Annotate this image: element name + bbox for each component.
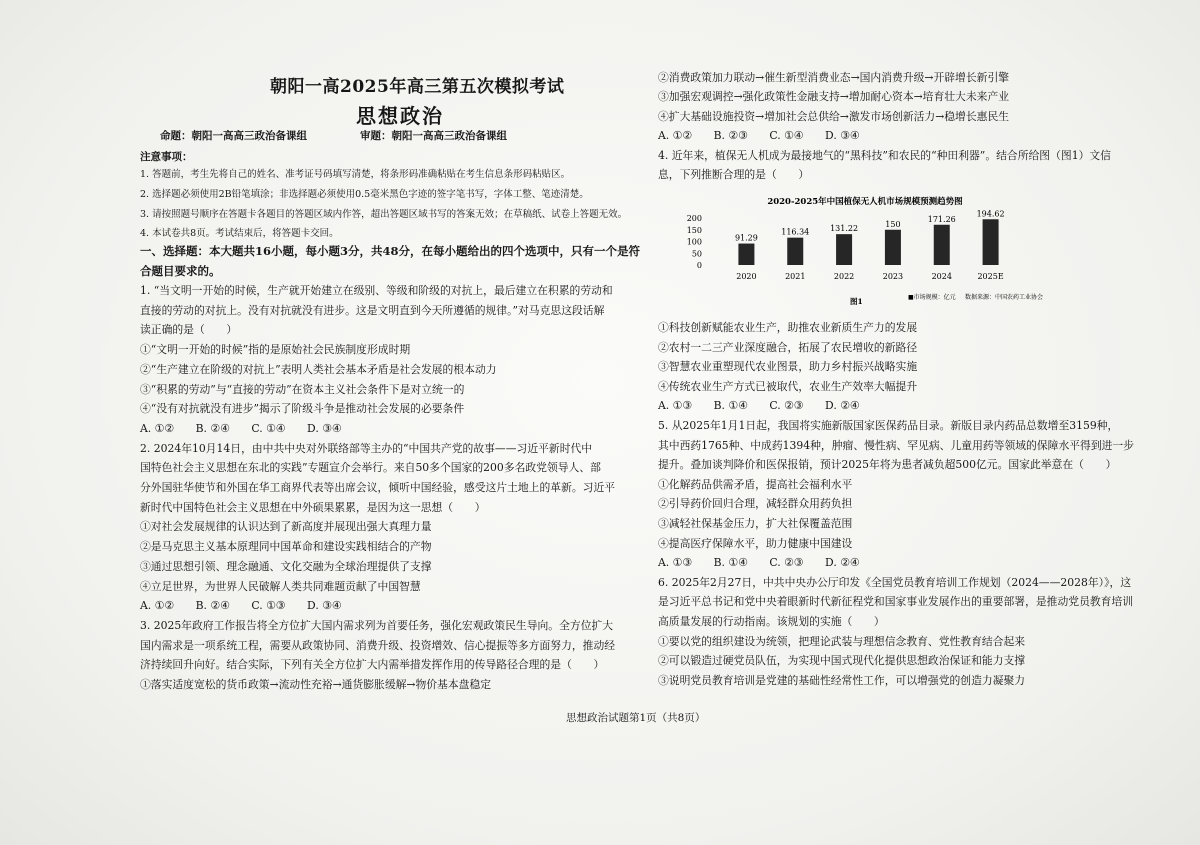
bar-2025E	[983, 219, 999, 265]
text-line: ②“生产建立在阶级的对抗上”表明人类社会基本矛盾是社会发展的根本动力	[140, 362, 497, 376]
page-footer: 思想政治试题第1页（共8页）	[566, 712, 706, 724]
text-line: 国特色社会主义思想在东北的实践”专题宣介会举行。来自50多个国家的200多名政党领导人、部	[140, 461, 601, 475]
bar-2020	[738, 244, 754, 265]
text-line: ④“没有对抗就没有进步”揭示了阶级斗争是推动社会发展的必要条件	[140, 402, 465, 416]
bar-value-label: 91.29	[734, 233, 758, 243]
text-line: ①科技创新赋能农业生产，助推农业新质生产力的发展	[658, 321, 918, 334]
text-line: ①对社会发展规律的认识达到了新高度并展现出强大真理力量	[140, 520, 432, 534]
text-line: 是习近平总书记和党中央着眼新时代新征程党和国家事业发展作出的重要部署，是推动党员教育培训	[658, 595, 1134, 609]
text-line: A. ①② B. ②③ C. ①④ D. ③④	[658, 129, 860, 143]
bar-value-label: 131.22	[830, 224, 859, 234]
text-line: A. ①③ B. ①④ C. ②③ D. ②④	[658, 556, 860, 570]
y-tick-label: 150	[686, 225, 702, 235]
notice-heading: 注意事项：	[140, 151, 193, 163]
notice-item: 3. 请按照题号顺序在答题卡各题目的答题区域内作答，超出答题区域书写的答案无效；在草稿纸、试卷上答题无效。	[140, 209, 628, 220]
y-tick-label: 200	[686, 214, 702, 223]
bar-value-label: 150	[885, 219, 901, 229]
bar-value-label: 171.26	[927, 214, 956, 224]
text-line: 分外国驻华使节和外国在华工商界代表等出席会议，倾听中国经验，感受这片土地上的革新。习近平	[140, 481, 616, 494]
bar-value-label: 194.62	[976, 209, 1005, 219]
notice-item: 2. 选择题必须使用2B铅笔填涂；非选择题必须使用0.5毫米黑色字迹的签字笔书写，字体工整、笔迹清楚。	[140, 189, 589, 200]
text-line: ①要以党的组织建设为统领，把理论武装与理想信念教育、党性教育结合起来	[658, 634, 1026, 648]
text-line: ③“积累的劳动”与“直接的劳动”在资本主义社会条件下是对立统一的	[140, 382, 465, 396]
text-line: ②消费政策加力联动→催生新型消费业态→国内消费升级→开辟增长新引擎	[658, 71, 1010, 84]
x-tick-label: 2023	[882, 272, 904, 281]
text-line: ③智慧农业重塑现代农业图景，助力乡村振兴战略实施	[658, 360, 918, 374]
x-tick-label: 2021	[785, 272, 806, 281]
chart-unit-note: ■市场规模：亿元	[908, 294, 956, 301]
text-line: 高质量发展的行动指南。该规划的实施（ ）	[658, 615, 885, 628]
text-line: 新时代中国特色社会主义思想在中外硕果累累，是因为这一思想（ ）	[140, 500, 486, 514]
notice-item: 1. 答题前，考生先将自己的姓名、准考证号码填写清楚，将条形码准确粘贴在考生信息条形码粘贴区。	[140, 169, 571, 180]
y-tick-label: 0	[696, 261, 702, 270]
text-line: 济持续回升向好。结合实际，下列有关全方位扩大内需举措发挥作用的传导路径合理的是（ ）	[140, 658, 605, 672]
text-line: ③通过思想引领、理念融通、文化交融为全球治理提供了支撑	[140, 559, 432, 573]
x-tick-label: 2025E	[977, 272, 1004, 281]
text-line: ③减轻社保基金压力，扩大社保覆盖范围	[658, 517, 853, 530]
chart-title: 2020-2025年中国植保无人机市场规模预测趋势图	[767, 197, 963, 207]
bar-2024	[934, 225, 950, 265]
text-line: 6. 2025年2月27日，中共中央办公厅印发《全国党员教育培训工作规划（2024——2028年）》，这	[658, 575, 1132, 589]
text-line: 4. 近年来，植保无人机成为最接地气的“黑科技”和农民的“种田利器”。结合所给图（图1）文信	[658, 148, 1111, 162]
text-line: 提升。叠加谈判降价和医保报销，预计2025年将为患者减负超500亿元。国家此举意在（ ）	[658, 458, 1117, 472]
reviewer-label: 审题：朝阳一高高三政治备课组	[360, 130, 507, 142]
text-line: A. ①② B. ②④ C. ①④ D. ③④	[140, 421, 342, 435]
text-line: 2. 2024年10月14日，由中共中央对外联络部等主办的“中国共产党的故事——习近平新时代中	[140, 441, 593, 455]
text-line: ④立足世界，为世界人民破解人类共同难题贡献了中国智慧	[140, 579, 421, 593]
bar-value-label: 116.34	[781, 227, 810, 237]
text-line: ③说明党员教育培训是党建的基础性经常性工作，可以增强党的创造力凝聚力	[658, 673, 1026, 687]
subject-title: 思想政治	[356, 104, 444, 128]
figure-1-bar-chart	[680, 193, 1050, 308]
x-tick-label: 2024	[931, 272, 952, 281]
text-line: A. ①③ B. ①④ C. ②③ D. ②④	[658, 399, 860, 413]
author-label: 命题：朝阳一高高三政治备课组	[160, 130, 307, 142]
y-axis-ticks	[687, 214, 702, 270]
x-tick-label: 2022	[833, 272, 855, 281]
text-line: ④传统农业生产方式已被取代，农业生产效率大幅提升	[658, 379, 918, 393]
x-tick-label: 2020	[736, 272, 757, 281]
exam-title: 朝阳一高2025年高三第五次模拟考试	[270, 77, 565, 97]
chart-caption: 图1	[850, 297, 863, 306]
text-line: 5. 从2025年1月1日起，我国将实施新版国家医保药品目录。新版目录内药品总数增至3159种，	[658, 419, 1119, 432]
text-line: ②可以锻造过硬党员队伍，为实现中国式现代化提供思想政治保证和能力支撑	[658, 654, 1026, 668]
bar-2022	[836, 234, 852, 265]
text-line: ③加强宏观调控→强化政策性金融支持→增加耐心资本→培育壮大未来产业	[658, 90, 1010, 104]
text-line: 国内需求是一项系统工程，需要从政策协同、消费升级、投资增效、信心提振等多方面努力，推动经	[140, 638, 616, 652]
bars-group	[738, 219, 998, 265]
text-line: 1. “当文明一开始的时候，生产就开始建立在级别、等级和阶级的对抗上，最后建立在积累的劳动和	[140, 284, 613, 297]
section-heading: 一、选择题：本大题共16小题，每小题3分，共48分，在每小题给出的四个选项中，只有一个是符	[140, 244, 641, 258]
y-tick-label: 100	[686, 237, 702, 247]
value-labels-group	[735, 209, 1005, 242]
text-line: 读正确的是（ ）	[140, 323, 238, 337]
text-line: ②引导药价回归合理，减轻群众用药负担	[658, 497, 853, 511]
text-line: 3. 2025年政府工作报告将全方位扩大国内需求列为首要任务，强化宏观政策民生导向。全方位扩大	[140, 618, 614, 632]
text-line: ②农村一二三产业深度融合，拓展了农民增收的新路径	[658, 340, 918, 354]
text-line: ②是马克思主义基本原理同中国革命和建设实践相结合的产物	[140, 540, 432, 554]
text-line: ④扩大基础设施投资→增加社会总供给→激发市场创新活力→稳增长惠民生	[658, 109, 1010, 123]
section-heading-cont: 合题目要求的。	[140, 264, 221, 278]
bar-2021	[787, 238, 803, 265]
text-line: A. ①② B. ②④ C. ①③ D. ③④	[140, 599, 342, 613]
text-line: ④提高医疗保障水平，助力健康中国建设	[658, 536, 853, 550]
chart-source-note: 数据来源：中国农药工业协会	[965, 294, 1044, 301]
text-line: 直接的劳动的对抗上。没有对抗就没有进步。这是文明直到今天所遵循的规律。”对马克思这段话解	[140, 303, 605, 317]
text-line: ①“文明一开始的时候”指的是原始社会民族制度形成时期	[140, 343, 411, 357]
y-tick-label: 50	[691, 249, 702, 259]
x-axis-labels-group	[736, 272, 1004, 281]
bar-2023	[885, 230, 901, 265]
text-line: ①化解药品供需矛盾，提高社会福利水平	[658, 477, 853, 491]
text-line: 其中西药1765种、中成药1394种，肿瘤、慢性病、罕见病、儿童用药等领域的保障水平得到进一步	[658, 438, 1135, 452]
text-line: ①落实适度宽松的货币政策→流动性充裕→通货膨胀缓解→物价基本盘稳定	[140, 678, 492, 691]
notice-item: 4. 本试卷共8页。考试结束后，将答题卡交回。	[140, 228, 339, 239]
text-line: 息，下列推断合理的是（ ）	[658, 168, 810, 181]
